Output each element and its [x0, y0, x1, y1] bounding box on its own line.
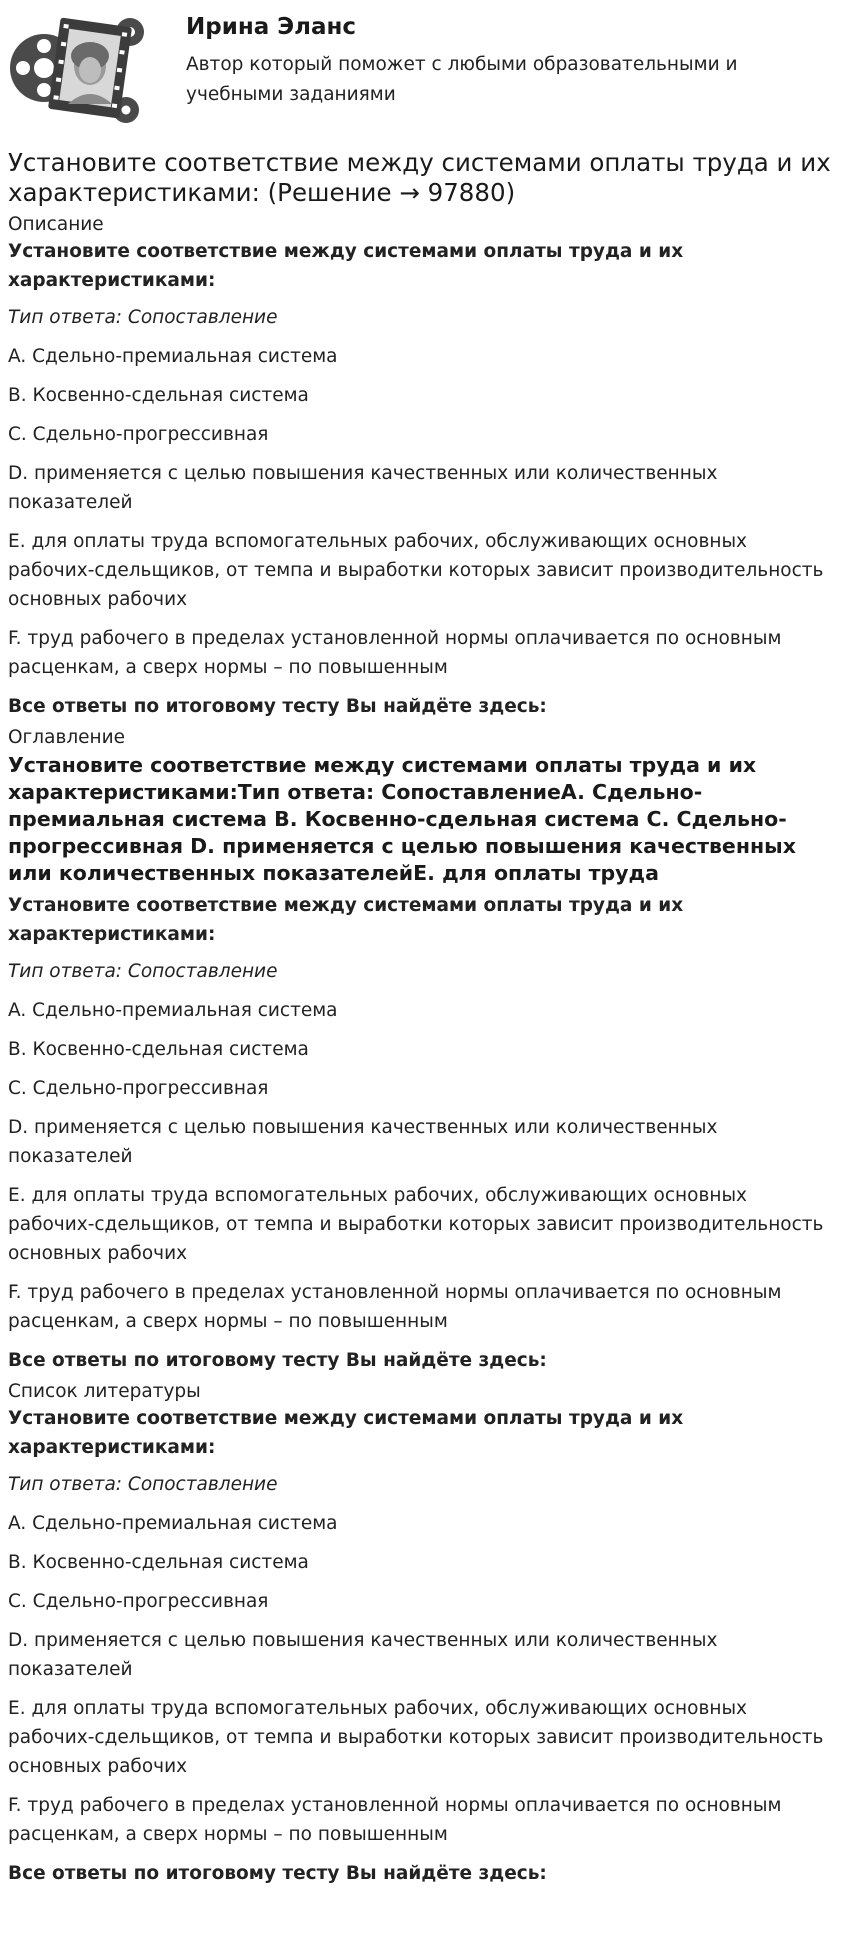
references-section — [8, 1380, 838, 1888]
list-item: A. Сдельно-премиальная система — [8, 1000, 338, 1021]
list-item: F. труд рабочего в пределах установленной нормы оплачивается по основным расценкам, а сверх нормы – по повышенным — [8, 628, 782, 678]
page-title: Установите соответствие между системами оплаты труда и их характеристиками: (Решение → 97880) — [8, 148, 831, 207]
answer-type: Тип ответа: Сопоставление — [8, 961, 278, 982]
author-description: Автор который поможет с любыми образовательными и учебными заданиями — [186, 54, 738, 105]
author-name[interactable]: Ирина Эланс — [186, 14, 357, 40]
list-item: E. для оплаты труда вспомогательных рабочих, обслуживающих основных рабочих-сдельщиков, от темпа и выработки которых зависит производительность основных рабочих — [8, 1185, 824, 1264]
list-item: D. применяется с целью повышения качественных или количественных показателей — [8, 1630, 718, 1680]
list-item: B. Косвенно-сдельная система — [8, 1552, 309, 1573]
list-item: C. Сдельно-прогрессивная — [8, 1078, 269, 1099]
contents-heading: Установите соответствие между системами оплаты труда и их характеристиками:Тип ответа: СопоставлениеA. Сдельно-премиальная система B. Косвенно-сдельная система C. Сдельно-прогрессивная D. применяется с целью повышения качественных или количественных показателейE. для оплаты труда — [8, 753, 796, 885]
question-text: Установите соответствие между системами оплаты труда и их характеристиками: — [8, 895, 684, 945]
question-text: Установите соответствие между системами оплаты труда и их характеристиками: — [8, 1408, 684, 1458]
description-section — [8, 213, 838, 721]
author-avatar — [6, 6, 154, 128]
list-item: D. применяется с целью повышения качественных или количественных показателей — [8, 463, 718, 513]
list-item: F. труд рабочего в пределах установленной нормы оплачивается по основным расценкам, а сверх нормы – по повышенным — [8, 1795, 782, 1845]
list-item: B. Косвенно-сдельная система — [8, 385, 309, 406]
list-item: F. труд рабочего в пределах установленной нормы оплачивается по основным расценкам, а сверх нормы – по повышенным — [8, 1282, 782, 1332]
list-item: A. Сдельно-премиальная система — [8, 346, 338, 367]
section-label: Оглавление — [8, 727, 126, 748]
question-text: Установите соответствие между системами оплаты труда и их характеристиками: — [8, 241, 684, 291]
answer-type: Тип ответа: Сопоставление — [8, 307, 278, 328]
answers-link-text: Все ответы по итоговому тесту Вы найдёте здесь: — [8, 696, 547, 717]
list-item: C. Сдельно-прогрессивная — [8, 1591, 269, 1612]
list-item: A. Сдельно-премиальная система — [8, 1513, 338, 1534]
answers-link-text: Все ответы по итоговому тесту Вы найдёте здесь: — [8, 1350, 547, 1371]
list-item: B. Косвенно-сдельная система — [8, 1039, 309, 1060]
list-item: E. для оплаты труда вспомогательных рабочих, обслуживающих основных рабочих-сдельщиков, от темпа и выработки которых зависит производительность основных рабочих — [8, 1698, 824, 1777]
section-label: Список литературы — [8, 1381, 201, 1402]
section-label: Описание — [8, 214, 104, 235]
answer-type: Тип ответа: Сопоставление — [8, 1474, 278, 1495]
list-item: E. для оплаты труда вспомогательных рабочих, обслуживающих основных рабочих-сдельщиков, от темпа и выработки которых зависит производительность основных рабочих — [8, 531, 824, 610]
answers-link-text: Все ответы по итоговому тесту Вы найдёте здесь: — [8, 1863, 547, 1884]
contents-section — [8, 726, 838, 1375]
list-item: C. Сдельно-прогрессивная — [8, 424, 269, 445]
author-card — [0, 0, 847, 130]
list-item: D. применяется с целью повышения качественных или количественных показателей — [8, 1117, 718, 1167]
main-content — [8, 148, 838, 1891]
